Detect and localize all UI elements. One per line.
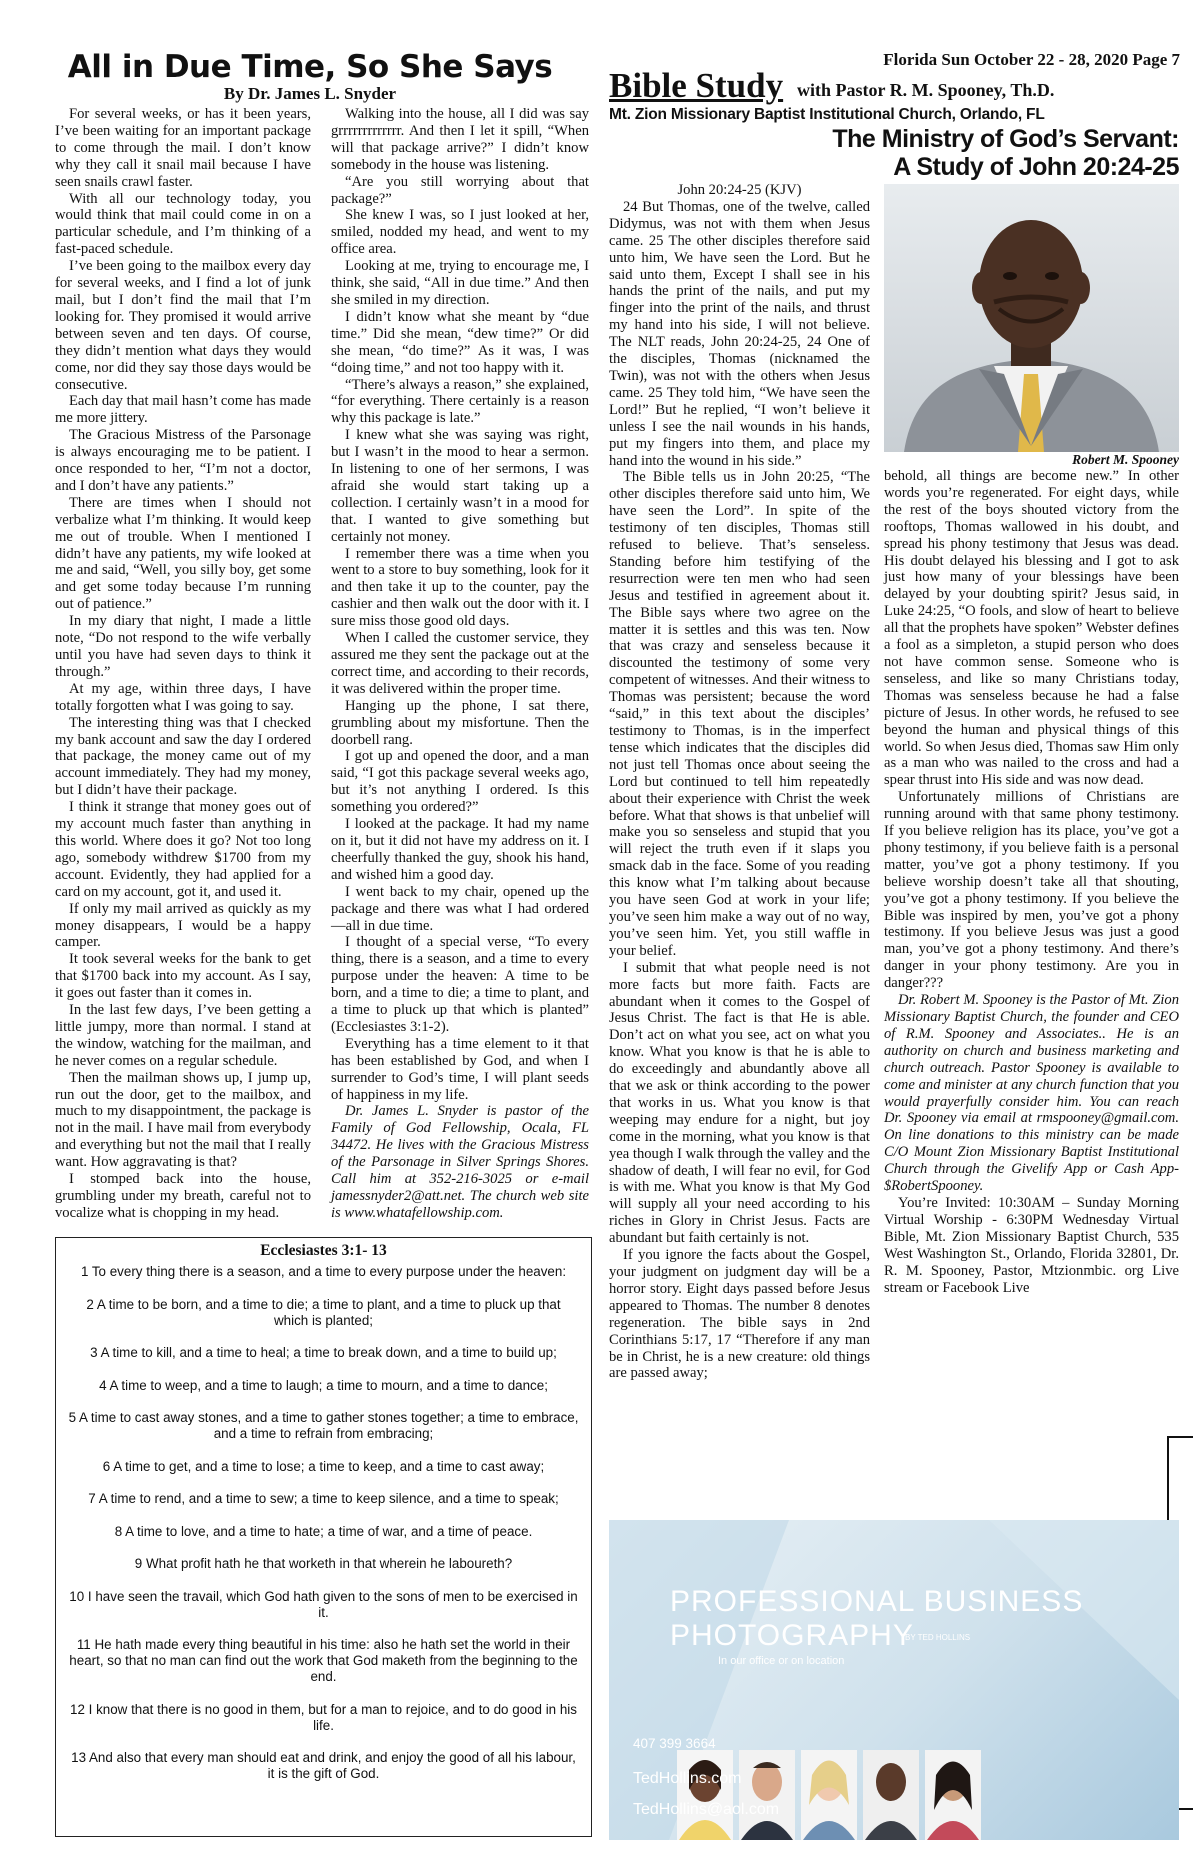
paragraph: I remember there was a time when you went to a store to buy something, look for it and then take it up to the counter, pay the cashier and then walk out the door with it. I sure miss those good old days.: [331, 545, 589, 630]
author-bio: Dr. James L. Snyder is pastor of the Family of God Fellowship, Ocala, FL 34472. He lives with the Gracious Mistress of the Parsonage in Silver Springs Shores. Call him at 352-216-3025 or e-mail jamessnyder2@att.net. The church web site is www.whatafellowship.com.: [331, 1103, 589, 1221]
verse: 5 A time to cast away stones, and a time to gather stones together; a time to embrace, and a time to refrain from embracing;: [68, 1410, 579, 1441]
paragraph: I looked at the package. It had my name on it, but it did not have my address on it. I cheerfully thanked the guy, shook his hand, and wished him a good day.: [331, 816, 589, 883]
snyder-column-2: [331, 106, 589, 1222]
bible-study-column-1: [609, 182, 870, 1382]
paragraph: If you ignore the facts about the Gospel, your judgment on judgment day will be a horror story. Eight days passed before Jesus appeared to Thomas. The number 8 denotes regeneration. The bible says in 2nd Corinthians 5:17, 17 “Therefore if any man be in Christ, he is a new creature: old things are passed away;: [609, 1247, 870, 1382]
verse: 9 What profit hath he that worketh in that wherein he laboureth?: [134, 1556, 513, 1571]
portrait-3: [801, 1750, 857, 1840]
verse: 3 A time to kill, and a time to heal; a time to break down, and a time to build up;: [90, 1345, 557, 1360]
verse: 1 To every thing there is a season, and a time to every purpose under the heaven:: [80, 1264, 567, 1279]
paragraph: Each day that mail hasn’t come has made me more jittery.: [55, 393, 311, 427]
verse: 12 I know that there is no good in them, but for a man to rejoice, and to do good in his life.: [70, 1701, 577, 1733]
church-name: Mt. Zion Missionary Baptist Institutional Church, Orlando, FL: [609, 106, 1045, 123]
ecclesiastes-title: Ecclesiastes 3:1- 13: [260, 1242, 387, 1259]
paragraph: Looking at me, trying to encourage me, I think, she said, “All in due time.” And then she smiled in my direction.: [331, 258, 589, 308]
ad-email: TedHollins@aol.com: [633, 1801, 780, 1818]
photo-caption: Robert M. Spooney: [1072, 452, 1179, 467]
pastor-photo: [884, 184, 1179, 452]
verse: 7 A time to rend, and a time to sew; a time to keep silence, and a time to speak;: [88, 1491, 559, 1506]
paragraph: I knew what she was saying was right, but I wasn’t in the mood to hear a sermon. In listening to one of her sermons, I was afraid she would start taking up a collection. I certainly wasn’t in a mood for that. I wanted to give something but certainly not money.: [331, 427, 589, 545]
paragraph: In the last few days, I’ve been getting a little jumpy, more than normal. I stand at the window, watching for the mailman, and he never comes on a regular schedule.: [55, 1002, 311, 1069]
paragraph: The interesting thing was that I checked my bank account and saw the day I ordered that package, the money came out of my account immediately. They had my money, but I didn’t have their package.: [55, 714, 311, 799]
ad-phone: 407 399 3664: [633, 1736, 716, 1751]
paragraph: If only my mail arrived as quickly as my money disappears, I would be a happy camper.: [55, 900, 311, 951]
ad-title-line-2: PHOTOGRAPHY: [670, 1619, 914, 1652]
verse: 6 A time to get, and a time to lose; a time to keep, and a time to cast away;: [102, 1458, 545, 1474]
portrait-1: [677, 1750, 733, 1840]
paragraph: Walking into the house, all I did was say grrrrrrrrrrrrr. And then I let it spill, “When will that package arrive?” I didn’t know somebody in the house was listening.: [331, 106, 589, 173]
paragraph: It took several weeks for the bank to get that $1700 back into my account. As I say, it goes out faster than it comes in.: [55, 951, 311, 1002]
paragraph: 24 But Thomas, one of the twelve, called Didymus, was not with them when Jesus came. 25 The other disciples therefore said unto him, We have seen the Lord. But he said unto them, Except I shall see in his hands the print of the nails, and put my finger into the print of the nails, and thrust my hand into his side, I will not believe. The NLT reads, John 20:24-25, 24 One of the disciples, Thomas (nicknamed the Twin), was not with the others when Jesus came. 25 They told him, “We have seen the Lord!” But he replied, “I won’t believe it unless I see the nail wounds in his hands, put my fingers into them, and place my hand into the wound in his side.”: [609, 198, 870, 469]
paragraph: I got up and opened the door, and a man said, “I got this package several weeks ago, but it’s not anything I ordered. Is this something you ordered?”: [331, 748, 589, 816]
paragraph: I think it strange that money goes out of my account much faster than anything in this world. Where does it go? Not too long ago, somebody withdrew $1700 from my account. Evidently, they had applied for a card on my account, got it, and used it.: [55, 799, 311, 900]
article-headline: All in Due Time, So She Says: [67, 49, 553, 85]
paragraph: I stomped back into the house, grumbling under my breath, careful not to vocalize what is chopping in my head.: [55, 1171, 311, 1221]
ecclesiastes-verses: [68, 1264, 579, 1799]
paragraph: There are times when I should not verbalize what I’m thinking. It would keep me out of trouble. When I mentioned I didn’t have any patients, my wife looked at me and said, “Well, you silly boy, get some and get some today because I’m running out of patience.”: [55, 494, 311, 613]
verse: 11 He hath made every thing beautiful in his time: also he hath set the world in their heart, so that no man can find out the work that God maketh from the beginning to the end.: [69, 1637, 578, 1684]
paragraph: “Are you still worrying about that package?”: [331, 173, 589, 207]
paragraph: Hanging up the phone, I sat there, grumbling about my misfortune. Then the doorbell rang.: [331, 697, 589, 748]
paragraph: “There’s always a reason,” she explained, “for everything. There certainly is a reason why this package is late.”: [331, 376, 589, 427]
ad-subtitle: In our office or on location: [718, 1655, 845, 1667]
paragraph: With all our technology today, you would think that mail could come in on a particular schedule, and I’m thinking of a fast-paced schedule.: [55, 190, 311, 258]
ad-byline: BY TED HOLLINS: [905, 1633, 971, 1642]
paragraph: behold, all things are become new.” In other words you’re regenerated. For eight days, while the rest of the boys shouted victory from the rooftops, Thomas wallowed in his doubt, and spread his phony testimony that Jesus was dead. His doubt delayed his blessing and I got to ask just how many of your blessings have been delayed by your doubting spirit? Jesus said, in Luke 24:25, “O fools, and slow of heart to believe all that the prophets have spoken” Webster defines a fool as a simpleton, a stupid person who does not have common sense. Someone who is senseless, and like so many Christians today, Thomas was senseless because he had a false picture of Jesus. In other words, he refused to see beyond the human and physical things of this world. So when Jesus died, Thomas saw Him only as a man who was nailed to the cross and had a spear thrust into His side and was now dead.: [884, 468, 1179, 789]
paragraph: When I called the customer service, they assured me they sent the package out at the correct time, and according to their records, it was delivered within the proper time.: [331, 630, 589, 697]
ad-title-line-1: PROFESSIONAL BUSINESS: [670, 1585, 1084, 1618]
paragraph: She knew I was, so I just looked at her, smiled, nodded my head, and went to my office area.: [331, 207, 589, 258]
bible-study-pastor: with Pastor R. M. Spooney, Th.D.: [797, 80, 1055, 100]
paragraph: For several weeks, or has it been years, I’ve been waiting for an important package to come through the mail. I don’t know why they call it snail mail because I have seen snails crawl faster.: [55, 106, 311, 190]
paragraph: I didn’t know what she meant by “due time.” Did she mean, “dew time?” Or did she mean, “do time?” As it was, I was “doing time,” and not too happy with it.: [331, 308, 589, 376]
study-heading: The Ministry of God’s Servant:: [832, 125, 1179, 153]
study-subheading: A Study of John 20:24-25: [893, 153, 1179, 181]
portrait-5: [925, 1750, 981, 1840]
page-header: Florida Sun October 22 - 28, 2020 Page 7: [883, 50, 1180, 69]
verse: 13 And also that every man should eat and drink, and enjoy the good of all his labour, it is the gift of God.: [71, 1750, 576, 1781]
ad-website: TedHollins.com: [633, 1770, 742, 1787]
paragraph: Then the mailman shows up, I jump up, run out the door, get to the mailbox, and much to my disappointment, the package is not in the mail. I have mail from everybody and everything but not the mail that I really want. How aggravating is that?: [55, 1069, 311, 1171]
bible-study-title: Bible Study: [609, 66, 784, 105]
article-byline: By Dr. James L. Snyder: [223, 84, 397, 103]
paragraph: At my age, within three days, I have totally forgotten what I was going to say.: [55, 680, 311, 714]
scripture-reference: John 20:24-25 (KJV): [677, 182, 802, 198]
bible-study-column-2: [884, 468, 1179, 1296]
paragraph: In my diary that night, I made a little note, “Do not respond to the wife verbally until you have had seven days to think it through.”: [55, 613, 311, 680]
verse: 4 A time to weep, and a time to laugh; a time to mourn, and a time to dance;: [99, 1377, 548, 1393]
paragraph: The Bible tells us in John 20:25, “The other disciples therefore said unto him, We have seen the Lord”. In spite of the testimony of ten disciples, Thomas still refused to believe. That’s senseless. Standing before him testifying of the resurrection were ten men who had seen Jesus and testified in agreement about it. The Bible says where two agree on the matter it is settles and this was ten. Now that was crazy and senseless because it discounted the testimony of some very competent of witnesses. And their witness to Thomas was persistent; because the word “said,” in this text about the disciples’ testimony to Thomas, is in the imperfect tense which indicates that the disciples did not just tell Thomas once about seeing the Lord but continued to tell him repeatedly about their experience with Christ the week before. What that shows is that unbelief will make you so senseless and stupid that you will reject the truth even if it slaps you smack dab in the face. Some of you reading this know what I’m talking about because you have seen God at work in your life; you’ve seen him make a way out of no way, you’ve seen him. Yet, you still waffle in your belief.: [609, 469, 870, 959]
snyder-column-1: [55, 106, 311, 1222]
service-invitation: You’re Invited: 10:30AM – Sunday Morning Virtual Worship - 6:30PM Wednesday Virtual Bible, Mt. Zion Missionary Baptist Church, 535 West Washington St., Orlando, Florida 32801, Dr. R. M. Spooney, Pastor, Mtzionmbic. org Live stream or Facebook Live: [884, 1194, 1179, 1296]
ad-title: [670, 1585, 1170, 1653]
verse: 10 I have seen the travail, which God hath given to the sons of men to be exercised in it.: [69, 1588, 578, 1620]
portrait-2: [739, 1750, 795, 1840]
photography-ad: [609, 1520, 1179, 1840]
author-bio: Dr. Robert M. Spooney is the Pastor of Mt. Zion Missionary Baptist Church, the founder and CEO of R.M. Spooney and Associates.. He is an authority on church and business marketing and church outreach. Pastor Spooney is available to come and minister at any church function that you would prayerfully consider him. You can reach Dr. Spooney via email at rmspooney@gmail.com. On line donations to this ministry can be made C/O Mount Zion Missionary Baptist Institutional Church through the Givelify App or Cash App- $RobertSpooney.: [884, 992, 1179, 1195]
paragraph: I’ve been going to the mailbox every day for several weeks, and I find a lot of junk mail, but I don’t find the mail that I’m looking for. They promised it would arrive between seven and ten days. Of course, they didn’t mention what days they would come, nor did they say those days would be consecutive.: [55, 258, 311, 393]
paragraph: Everything has a time element to it that has been established by God, and when I surrender to God’s time, I will plant seeds of happiness in my life.: [331, 1035, 589, 1103]
pastor-portrait-image: [884, 184, 1179, 452]
paragraph: Unfortunately millions of Christians are running around with that same phony testimony. If you believe religion has its place, you’ve got a phony testimony, if you believe faith is a personal matter, you’ve got a phony testimony. If you believe worship doesn’t take all that shouting, you’ve got a phony testimony. If you believe the Bible was inspired by men, you’ve got a phony testimony. If you believe Jesus was just a good man, you’ve got a phony testimony. And there’s danger in your phony testimony. Are you in danger???: [884, 789, 1179, 992]
paragraph: The Gracious Mistress of the Parsonage is always encouraging me to be patient. I once responded to her, “I’m not a doctor, and I don’t have any patients.”: [55, 427, 311, 494]
portrait-4: [863, 1750, 919, 1840]
paragraph: I went back to my chair, opened up the package and there was what I had ordered—all in due time.: [331, 883, 589, 934]
verse: 8 A time to love, and a time to hate; a time of war, and a time of peace.: [114, 1523, 533, 1539]
ad-portraits: [609, 1520, 1179, 1840]
verse: 2 A time to be born, and a time to die; a time to plant, and a time to pluck up that which is planted;: [86, 1296, 561, 1328]
paragraph: I submit that what people need is not more facts but more faith. Facts are abundant when it comes to the Gospel of Jesus Christ. The fact is that He is able. Don’t act on what you see, act on what you know. What you know is that he is able to do exceedingly and abundantly above all that we ask or think according to the power that works in us. What you know is that weeping may endure for a night, but joy come in the morning, what you know is that yea though I walk through the valley and the shadow of death, I will fear no evil, for God is with me. What you know is that My God will supply all your need according to his riches in Glory in Christ Jesus. Facts are abundant but faith certainly is not.: [609, 959, 870, 1247]
paragraph: I thought of a special verse, “To every thing, there is a season, and a time to every purpose under the heaven: A time to be born, and a time to die; a time to plant, and a time to pluck up that which is planted” (Ecclesiastes 3:1-2).: [331, 934, 589, 1035]
